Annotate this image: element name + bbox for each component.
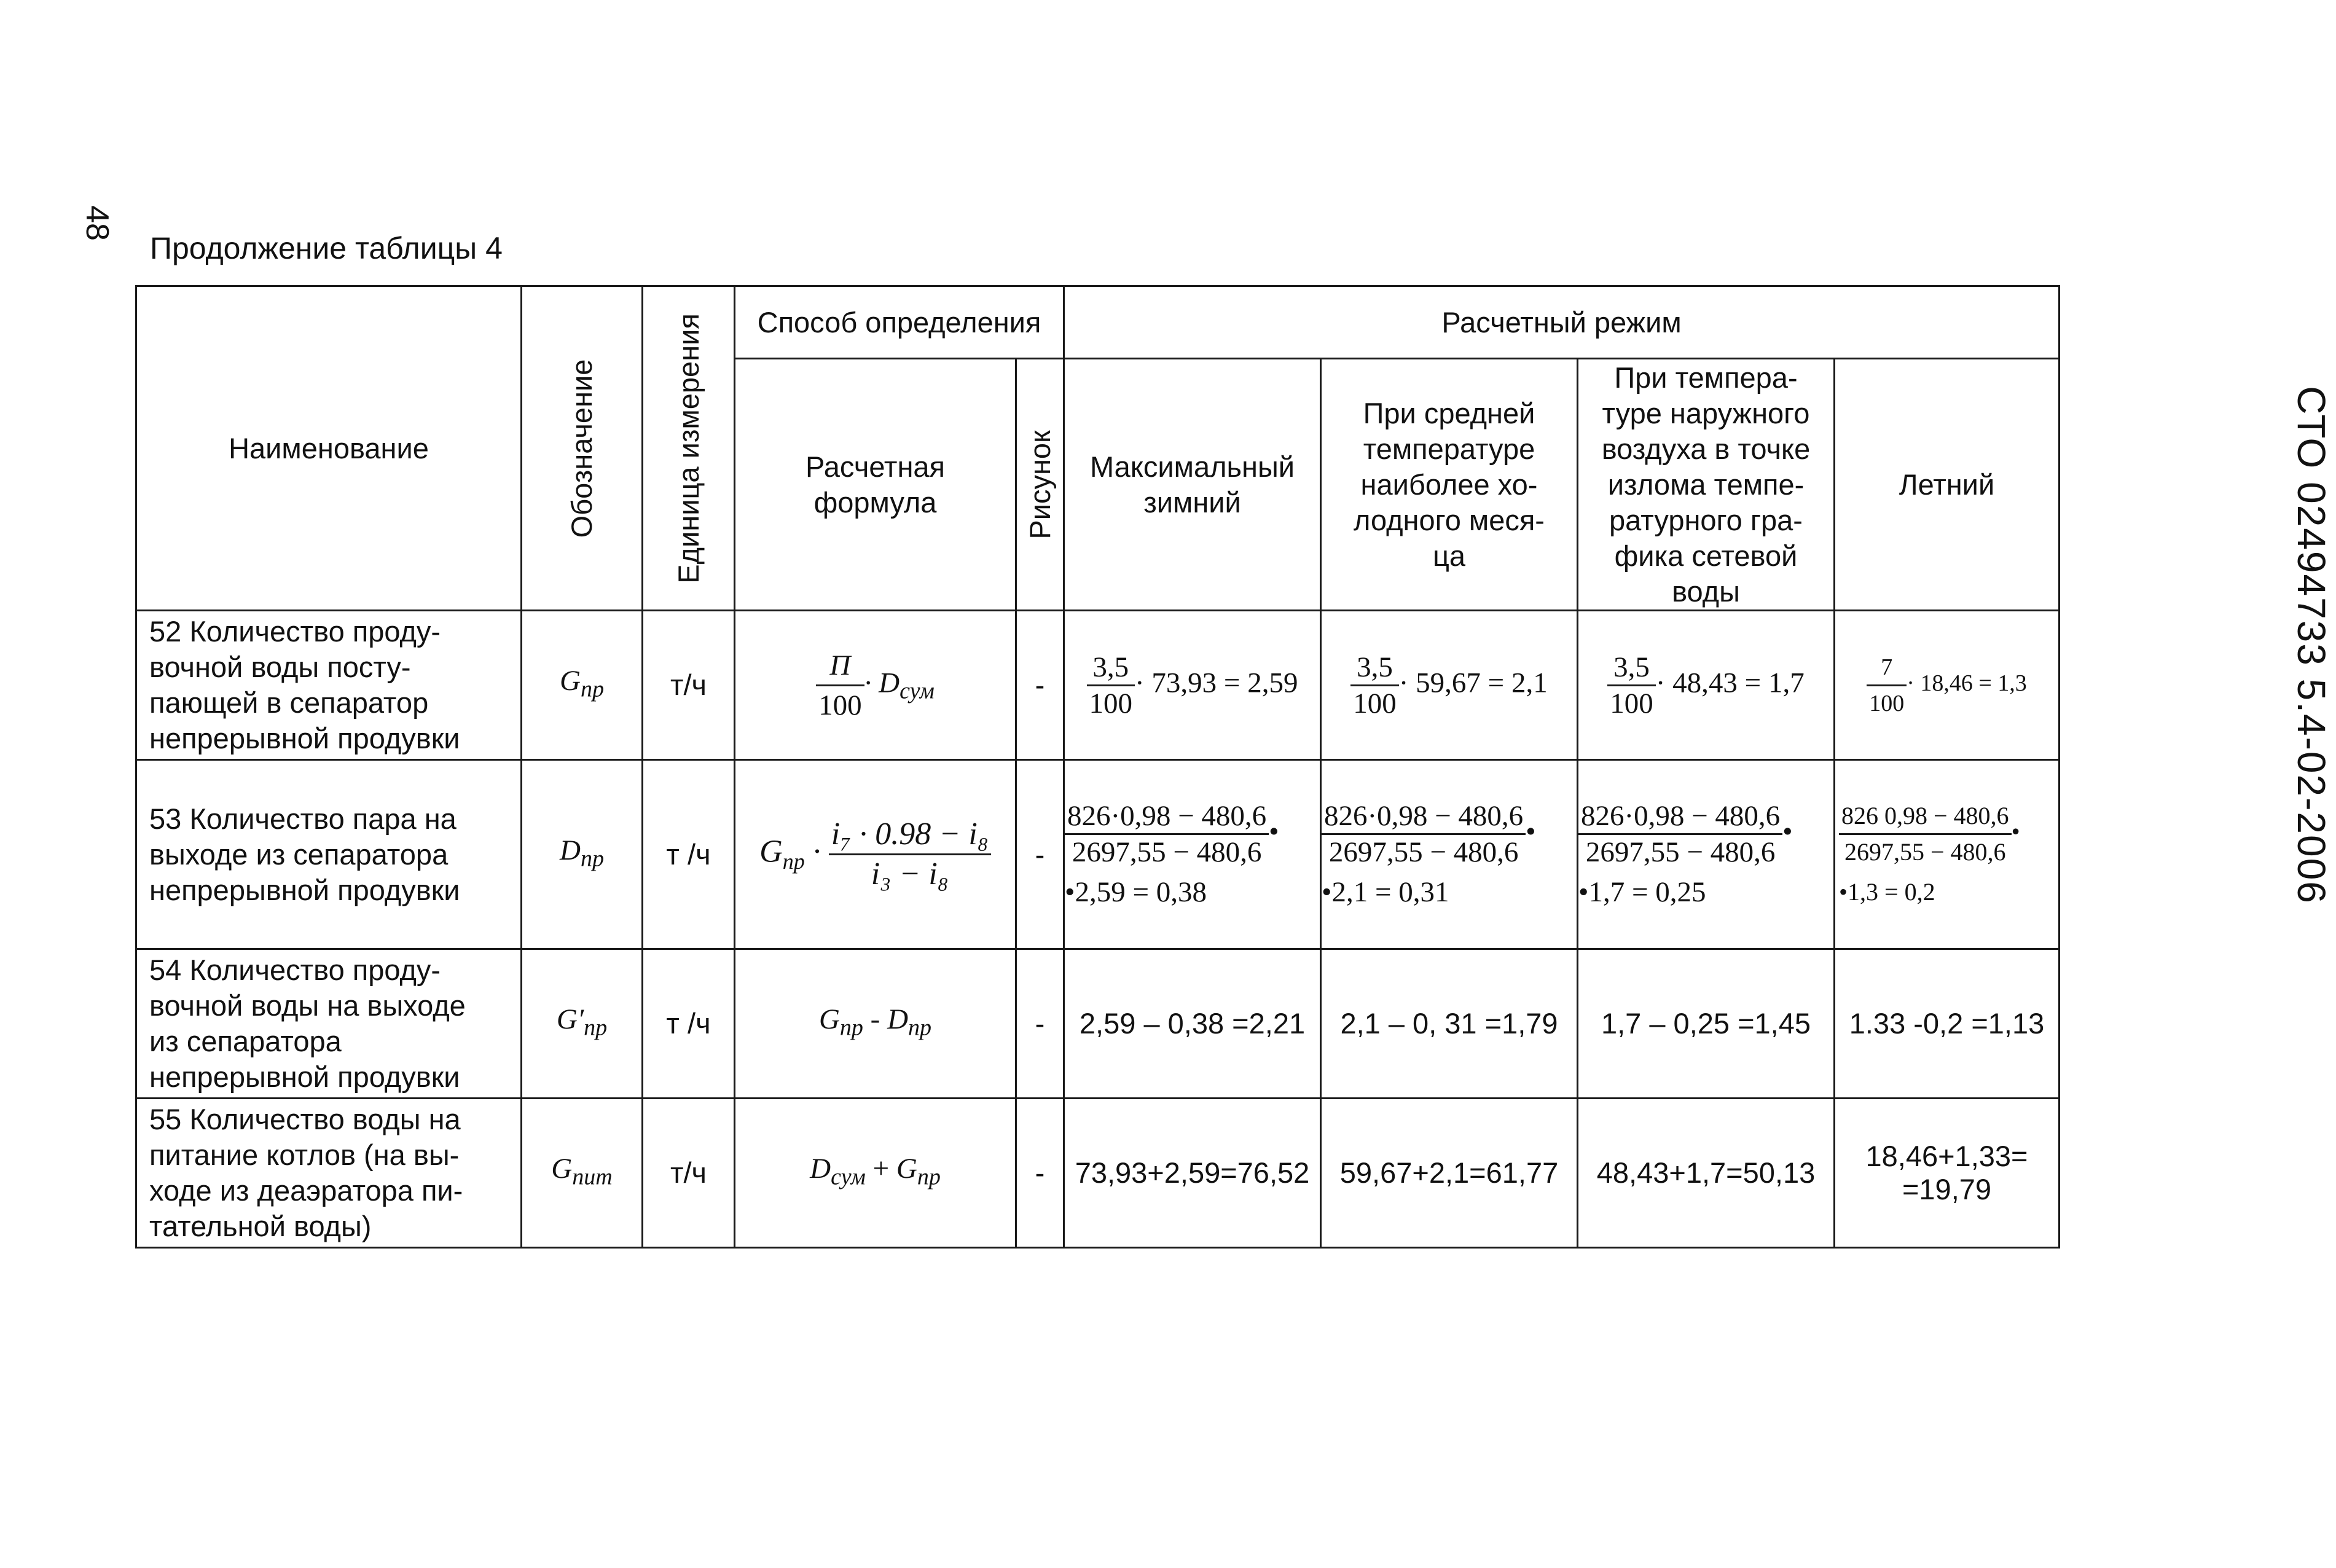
data-table bbox=[135, 285, 2060, 1249]
row-symbol: $G'_{пр}$ bbox=[522, 949, 643, 1099]
row-unit: т/ч bbox=[643, 1099, 735, 1248]
row-figure: - bbox=[1016, 1099, 1064, 1248]
value-break-point: $\frac{3,5}{100}$ · 48,43 = 1,7 bbox=[1578, 611, 1835, 760]
row-name: 52 Количество проду- вочной воды посту- пающей в сепаратор непрерывной продувки bbox=[136, 611, 522, 760]
header-method: Способ определения bbox=[735, 286, 1064, 359]
row-figure: - bbox=[1016, 949, 1064, 1099]
row-formula: $G_{пр}$ · $\frac{\text{i₇ · 0.98 − i₈}}{\text{i₃ − i₈}}$ bbox=[735, 760, 1016, 949]
header-symbol: Обозначение bbox=[522, 286, 643, 611]
value-coldest-month: $\frac{3,5}{100}$ · 59,67 = 2,1 bbox=[1321, 611, 1578, 760]
value-break-point: 1,7 – 0,25 =1,45 bbox=[1578, 949, 1835, 1099]
value-max-winter: $\frac{3,5}{100}$ · 73,93 = 2,59 bbox=[1064, 611, 1321, 760]
header-coldest-month: При средней температуре наиболее хо-лодного меся-ца bbox=[1321, 359, 1578, 611]
page-number: 48 bbox=[79, 205, 115, 241]
header-summer: Летний bbox=[1835, 359, 2060, 611]
row-formula: $D_{сум} + G_{пр}$ bbox=[735, 1099, 1016, 1248]
table-row bbox=[136, 1099, 2060, 1248]
row-name: 53 Количество пара на выходе из сепаратора непрерывной продувки bbox=[136, 760, 522, 949]
row-figure: - bbox=[1016, 760, 1064, 949]
row-symbol: $G_{пр}$ bbox=[522, 611, 643, 760]
header-break-point: При темпера-туре наружного воздуха в точке излома темпе-ратурного гра-фика сетевой воды bbox=[1578, 359, 1835, 611]
header-max-winter: Максимальный зимний bbox=[1064, 359, 1321, 611]
value-coldest-month: 59,67+2,1=61,77 bbox=[1321, 1099, 1578, 1248]
row-figure: - bbox=[1016, 611, 1064, 760]
row-unit: т /ч bbox=[643, 949, 735, 1099]
value-max-winter: 73,93+2,59=76,52 bbox=[1064, 1099, 1321, 1248]
row-formula: $G_{пр} - D_{пр}$ bbox=[735, 949, 1016, 1099]
row-name: 54 Количество проду- вочной воды на выходе из сепаратора непрерывной продувки bbox=[136, 949, 522, 1099]
value-coldest-month: 2,1 – 0, 31 =1,79 bbox=[1321, 949, 1578, 1099]
header-unit: Единица измерения bbox=[643, 286, 735, 611]
row-unit: т/ч bbox=[643, 611, 735, 760]
row-formula: $\frac{П}{100}$ · $D_{сум}$ bbox=[735, 611, 1016, 760]
value-max-winter: $\frac{826\cdot 0,98 - 480,6}{2697,55 - 480,6}$ • •2,59 = 0,38 bbox=[1064, 760, 1321, 949]
table-caption: Продолжение таблицы 4 bbox=[150, 231, 503, 265]
value-summer: $\frac{826 0,98 - 480,6}{2697,55 - 480,6}$ • •1,3 = 0,2 bbox=[1835, 760, 2060, 949]
table-row bbox=[136, 949, 2060, 1099]
row-symbol: $G_{пит}$ bbox=[522, 1099, 643, 1248]
value-break-point: $\frac{826\cdot 0,98 - 480,6}{2697,55 - 480,6}$ • •1,7 = 0,25 bbox=[1578, 760, 1835, 949]
value-summer: 1.33 -0,2 =1,13 bbox=[1835, 949, 2060, 1099]
value-max-winter: 2,59 – 0,38 =2,21 bbox=[1064, 949, 1321, 1099]
header-name: Наименование bbox=[136, 286, 522, 611]
header-figure: Рисунок bbox=[1016, 359, 1064, 611]
header-mode: Расчетный режим bbox=[1064, 286, 2060, 359]
table-row bbox=[136, 611, 2060, 760]
table-row bbox=[136, 760, 2060, 949]
document-code: СТО 02494733 5.4-02-2006 bbox=[2289, 386, 2334, 904]
header-formula: Расчетная формула bbox=[735, 359, 1016, 611]
row-symbol: $D_{пр}$ bbox=[522, 760, 643, 949]
row-name: 55 Количество воды на питание котлов (на вы- ходе из деаэратора пи- тательной воды) bbox=[136, 1099, 522, 1248]
value-coldest-month: $\frac{826\cdot 0,98 - 480,6}{2697,55 - 480,6}$ • •2,1 = 0,31 bbox=[1321, 760, 1578, 949]
value-summer: $\frac{7}{100}$ · 18,46 = 1,3 bbox=[1835, 611, 2060, 760]
value-break-point: 48,43+1,7=50,13 bbox=[1578, 1099, 1835, 1248]
value-summer: 18,46+1,33= =19,79 bbox=[1835, 1099, 2060, 1248]
row-unit: т /ч bbox=[643, 760, 735, 949]
